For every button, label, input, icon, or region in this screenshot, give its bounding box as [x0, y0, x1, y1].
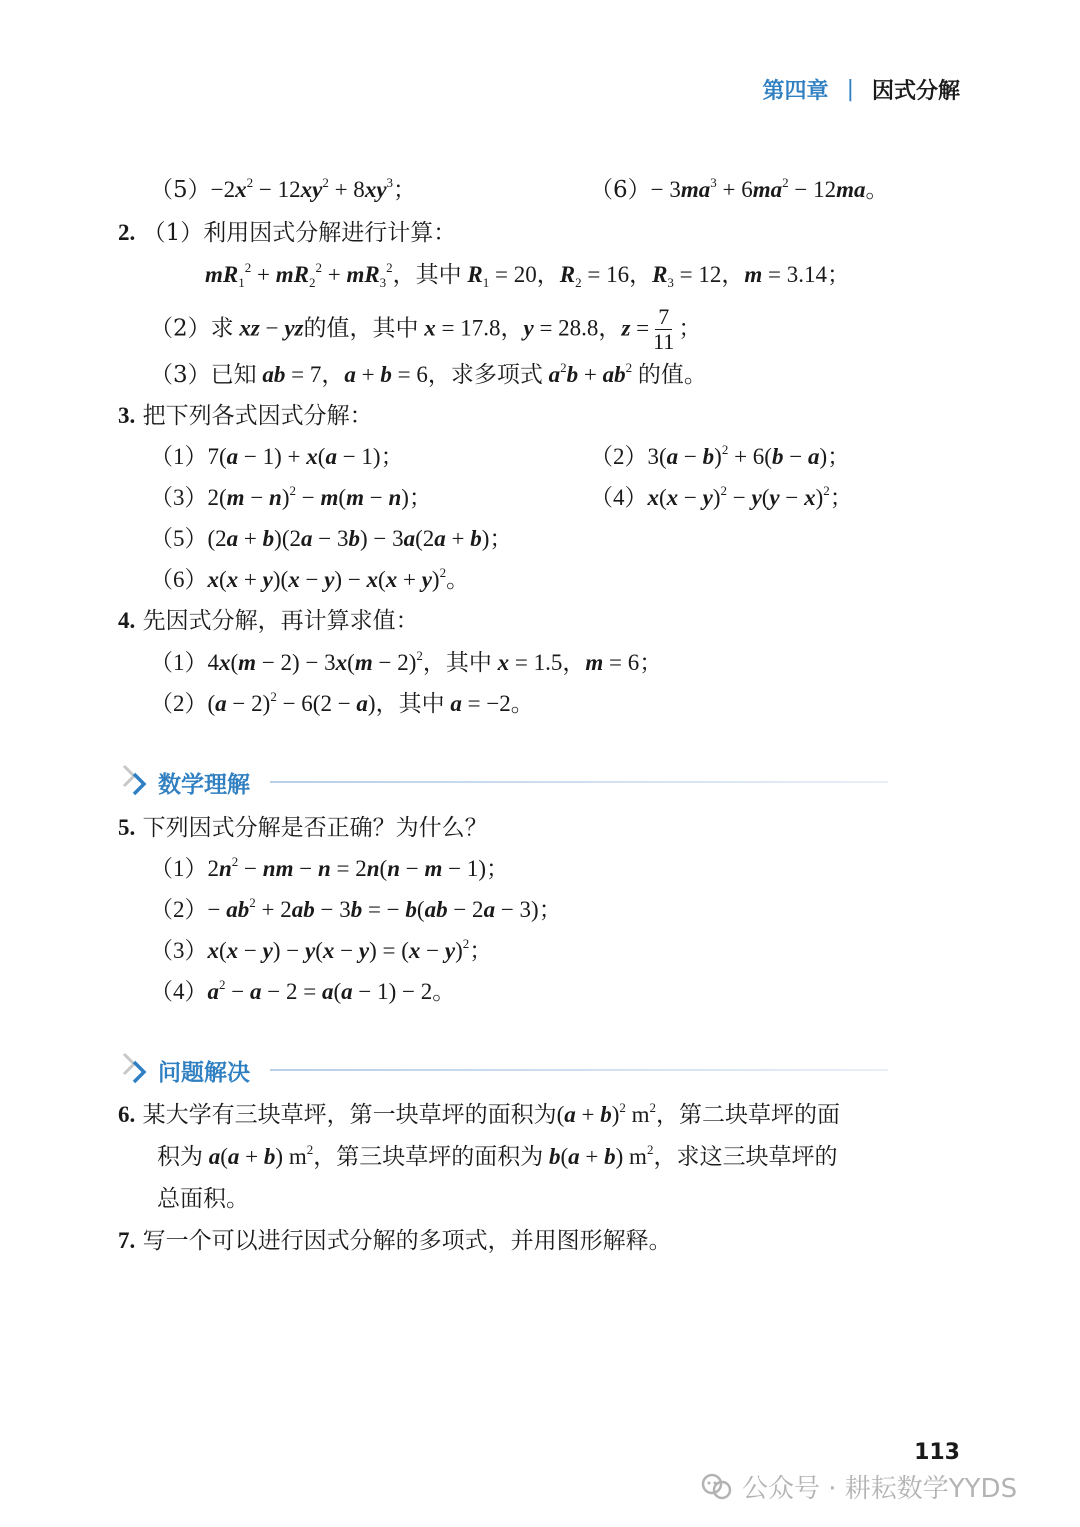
watermark-text: 公众号 · 耕耘数学YYDS — [742, 1474, 1018, 1504]
problem-4-header — [118, 606, 419, 636]
chapter-header — [763, 74, 960, 105]
problem-3-1: （1）7(a − 1) + x(a − 1)； — [150, 444, 404, 469]
problem-6-line-2: 积为 a(a + b) $m^2$，第三块草坪的面积为 b(a + b) $m^2$，求这三块草坪的 — [157, 1142, 838, 1170]
problem-3-2: $(2)3(a - b)^2 + 6(b - a)$； — [590, 442, 851, 469]
problem-number: 5. — [118, 815, 136, 840]
label: （5） — [150, 177, 211, 203]
where-text: ，其中 — [392, 262, 462, 288]
end-text: 的值。 — [637, 362, 707, 388]
problem-5-1: $(1)2n^2$ − nm − n = 2n(n − m − 1)； — [150, 854, 510, 881]
wechat-icon — [700, 1470, 734, 1504]
problem-text: 写一个可以进行因式分解的多项式，并用图形解释。 — [142, 1228, 672, 1254]
where-text: ，其中 — [375, 691, 445, 717]
fraction-7-11: $\frac{7}{11}$ — [653, 304, 675, 354]
section-rule — [270, 781, 888, 783]
problem-3-3: $(3)2(m - n)^2 - m(m - n)$； — [150, 483, 432, 510]
problem-5-3: $(3)x(x - y) - y(x - y) = (x - y)^2$； — [150, 936, 493, 963]
section-title: 数学理解 — [158, 771, 250, 798]
problem-2-1-expression: $mR_1^2 + mR_2^2 + mR_3^2$，其中 $R_1 = 20$，$R_2 = 16$，$R_3 = 12$，m = 3.14； — [205, 260, 851, 290]
chevron-right-icon — [118, 1050, 154, 1090]
problem-6-line-3 — [157, 1184, 249, 1214]
problem-number: 2. — [118, 220, 136, 245]
text-c: ，求这三块草坪的 — [653, 1144, 838, 1170]
page-number: 113 — [914, 1440, 960, 1465]
text: 总面积。 — [157, 1186, 249, 1212]
watermark — [700, 1468, 1017, 1505]
problem-3-5: （5）(2a + b)(2a − 3b) − 3a(2a + b)； — [150, 526, 513, 551]
text-b: ，第三块草坪的面积为 — [313, 1144, 544, 1170]
text-a: 积为 — [157, 1144, 203, 1170]
problem-text: 先因式分解，再计算求值： — [142, 608, 419, 634]
problem-2-2: （2）求 xz − yz的值，其中 x = 17.8，y = 28.8，z = $\frac{7}{11}$ ； — [150, 304, 702, 354]
text: 某大学有三块草坪，第一块草坪的面积为 — [142, 1102, 557, 1128]
mid-text: 的值，其中 — [303, 315, 419, 342]
problem-2-3: （3）已知 ab = 7，a + b = 6，求多项式 $a^2b + ab^2$ 的值。 — [150, 360, 707, 388]
problem-text: 把下列各式因式分解： — [142, 403, 373, 429]
problem-3-4: $(4)x(x - y)^2 - y(y - x)^2$； — [590, 483, 853, 510]
problem-3-6: $(6)x(x + y)(x - y) - x(x + y)^2$。 — [150, 565, 470, 592]
label: （6） — [590, 177, 651, 203]
problem-5-4: $(4)a^2 - a - 2 = a(a - 1) - 2$。 — [150, 977, 456, 1004]
problem-5-2: $(2)- ab^2 + 2ab - 3b$ = − b(ab − 2a − 3)； — [150, 895, 562, 922]
text-end: ，第二块草坪的面 — [656, 1102, 841, 1128]
problem-3-header — [118, 401, 373, 431]
problem-7 — [118, 1226, 672, 1256]
problem-4-2: $(2)(a - 2)^2 - 6(2 - a)$，其中 a = −2。 — [150, 689, 534, 717]
chapter-title: 因式分解 — [871, 79, 960, 104]
where-text: ，其中 — [422, 650, 492, 676]
section-math-understanding — [118, 762, 888, 802]
problem-4-1: $(1)4x(m - 2) - 3x(m - 2)^2$，其中 x = 1.5，m = 6； — [150, 648, 663, 676]
section-title: 问题解决 — [158, 1059, 250, 1086]
problem-text: （1）利用因式分解进行计算： — [142, 220, 457, 246]
problem-1-6: $(6)- 3ma^3 + 6ma^2 - 12ma$。 — [590, 175, 889, 203]
problem-1-5: $(5)-2x^2 - 12xy^2 + 8xy^3$； — [150, 175, 417, 203]
problem-number: 4. — [118, 608, 136, 633]
problem-number: 6. — [118, 1102, 136, 1127]
header-separator: | — [846, 77, 854, 102]
problem-2-header — [118, 218, 456, 248]
label: （3）已知 — [150, 362, 257, 388]
label: （2）求 — [150, 315, 234, 342]
mid-text: ，求多项式 — [427, 362, 543, 388]
problem-number: 3. — [118, 403, 136, 428]
problem-number: 7. — [118, 1228, 136, 1253]
problem-text: 下列因式分解是否正确？为什么？ — [142, 815, 488, 841]
chevron-right-icon — [118, 762, 154, 802]
section-problem-solving — [118, 1050, 888, 1090]
problem-5-header — [118, 813, 488, 843]
chapter-number: 第四章 — [762, 79, 829, 104]
problem-6-line-1: 6. 某大学有三块草坪，第一块草坪的面积为$(a + b)^2$ $m^2$，第二块草坪的面 — [118, 1100, 841, 1128]
section-rule — [270, 1069, 888, 1071]
